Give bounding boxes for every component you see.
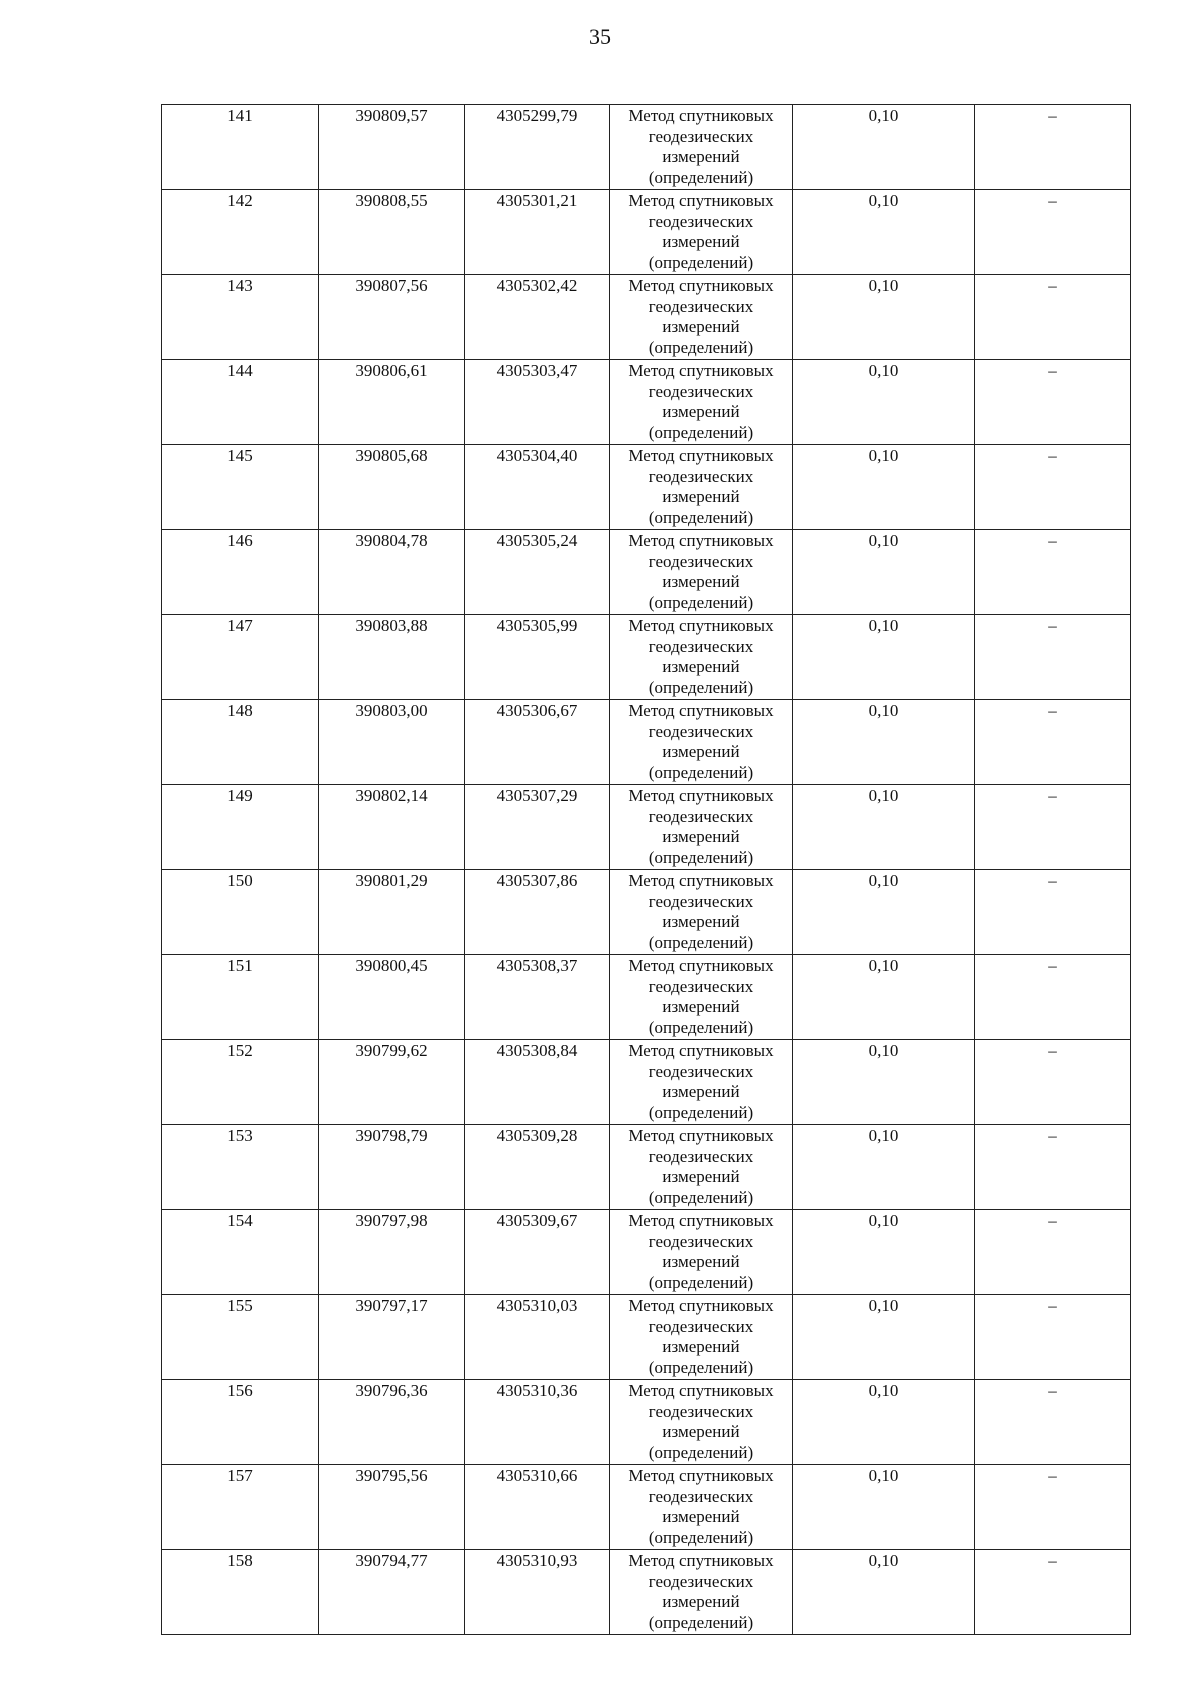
- method-line: геодезических: [648, 1146, 754, 1166]
- accuracy-cell: 0,10: [793, 615, 975, 700]
- point-number-cell: 157: [162, 1465, 319, 1550]
- x-coordinate-cell: 390797,17: [319, 1295, 465, 1380]
- table-row: [162, 190, 1131, 275]
- note-cell: –: [975, 190, 1131, 275]
- table-row: [162, 275, 1131, 360]
- x-coordinate-cell: 390798,79: [319, 1125, 465, 1210]
- method-line: Метод спутниковых: [628, 1466, 774, 1485]
- method-line: геодезических: [648, 126, 754, 146]
- y-coordinate-cell: 4305310,66: [465, 1465, 610, 1550]
- x-coordinate-cell: 390797,98: [319, 1210, 465, 1295]
- method-line: измерений: [662, 912, 740, 931]
- x-coordinate-cell: 390802,14: [319, 785, 465, 870]
- method-line: Метод спутниковых: [628, 276, 774, 295]
- note-cell: –: [975, 1125, 1131, 1210]
- method-line: Метод спутниковых: [628, 446, 774, 465]
- method-line: (определений): [648, 337, 754, 357]
- note-cell: –: [975, 700, 1131, 785]
- x-coordinate-cell: 390804,78: [319, 530, 465, 615]
- method-line: измерений: [662, 1252, 740, 1271]
- table-row: [162, 615, 1131, 700]
- method-line: измерений: [662, 1337, 740, 1356]
- method-line: (определений): [648, 1102, 754, 1122]
- method-cell: [610, 1210, 793, 1295]
- accuracy-cell: 0,10: [793, 530, 975, 615]
- method-line: измерений: [662, 827, 740, 846]
- point-number-cell: 154: [162, 1210, 319, 1295]
- point-number-cell: 151: [162, 955, 319, 1040]
- x-coordinate-cell: 390809,57: [319, 105, 465, 190]
- point-number-cell: 156: [162, 1380, 319, 1465]
- table-row: [162, 1125, 1131, 1210]
- y-coordinate-cell: 4305309,28: [465, 1125, 610, 1210]
- accuracy-cell: 0,10: [793, 1125, 975, 1210]
- accuracy-cell: 0,10: [793, 700, 975, 785]
- method-line: геодезических: [648, 551, 754, 571]
- y-coordinate-cell: 4305301,21: [465, 190, 610, 275]
- table-row: [162, 1380, 1131, 1465]
- method-cell: [610, 275, 793, 360]
- method-line: (определений): [648, 1272, 754, 1292]
- method-line: (определений): [648, 1357, 754, 1377]
- method-line: (определений): [648, 762, 754, 782]
- y-coordinate-cell: 4305304,40: [465, 445, 610, 530]
- x-coordinate-cell: 390795,56: [319, 1465, 465, 1550]
- y-coordinate-cell: 4305303,47: [465, 360, 610, 445]
- point-number-cell: 148: [162, 700, 319, 785]
- method-cell: [610, 870, 793, 955]
- method-line: (определений): [648, 507, 754, 527]
- accuracy-cell: 0,10: [793, 785, 975, 870]
- x-coordinate-cell: 390808,55: [319, 190, 465, 275]
- method-line: (определений): [648, 1442, 754, 1462]
- method-line: Метод спутниковых: [628, 1211, 774, 1230]
- y-coordinate-cell: 4305307,86: [465, 870, 610, 955]
- table-row: [162, 785, 1131, 870]
- method-line: геодезических: [648, 1401, 754, 1421]
- y-coordinate-cell: 4305307,29: [465, 785, 610, 870]
- method-line: Метод спутниковых: [628, 956, 774, 975]
- accuracy-cell: 0,10: [793, 105, 975, 190]
- method-line: геодезических: [648, 721, 754, 741]
- note-cell: –: [975, 1210, 1131, 1295]
- method-line: геодезических: [648, 1486, 754, 1506]
- method-line: измерений: [662, 657, 740, 676]
- method-line: измерений: [662, 1082, 740, 1101]
- table-row: [162, 1210, 1131, 1295]
- page-number: 35: [589, 24, 611, 49]
- method-line: измерений: [662, 232, 740, 251]
- method-cell: [610, 360, 793, 445]
- method-line: Метод спутниковых: [628, 361, 774, 380]
- method-cell: [610, 785, 793, 870]
- method-cell: [610, 955, 793, 1040]
- method-line: измерений: [662, 1592, 740, 1611]
- x-coordinate-cell: 390800,45: [319, 955, 465, 1040]
- x-coordinate-cell: 390803,88: [319, 615, 465, 700]
- x-coordinate-cell: 390801,29: [319, 870, 465, 955]
- accuracy-cell: 0,10: [793, 1550, 975, 1635]
- method-line: (определений): [648, 1187, 754, 1207]
- y-coordinate-cell: 4305308,84: [465, 1040, 610, 1125]
- table-row: [162, 870, 1131, 955]
- method-line: (определений): [648, 592, 754, 612]
- method-line: (определений): [648, 847, 754, 867]
- point-number-cell: 142: [162, 190, 319, 275]
- method-line: Метод спутниковых: [628, 616, 774, 635]
- method-line: геодезических: [648, 891, 754, 911]
- method-cell: [610, 445, 793, 530]
- method-cell: [610, 105, 793, 190]
- method-line: геодезических: [648, 1231, 754, 1251]
- table-row: [162, 530, 1131, 615]
- method-line: Метод спутниковых: [628, 1551, 774, 1570]
- point-number-cell: 158: [162, 1550, 319, 1635]
- point-number-cell: 141: [162, 105, 319, 190]
- method-line: Метод спутниковых: [628, 531, 774, 550]
- method-line: измерений: [662, 1507, 740, 1526]
- point-number-cell: 144: [162, 360, 319, 445]
- table-row: [162, 1550, 1131, 1635]
- note-cell: –: [975, 1040, 1131, 1125]
- method-line: измерений: [662, 1422, 740, 1441]
- method-line: измерений: [662, 487, 740, 506]
- point-number-cell: 143: [162, 275, 319, 360]
- accuracy-cell: 0,10: [793, 275, 975, 360]
- table-row: [162, 360, 1131, 445]
- method-cell: [610, 1295, 793, 1380]
- method-line: геодезических: [648, 976, 754, 996]
- method-line: измерений: [662, 742, 740, 761]
- y-coordinate-cell: 4305308,37: [465, 955, 610, 1040]
- coordinates-table: [161, 104, 1131, 1635]
- x-coordinate-cell: 390796,36: [319, 1380, 465, 1465]
- method-line: измерений: [662, 147, 740, 166]
- method-cell: [610, 190, 793, 275]
- accuracy-cell: 0,10: [793, 955, 975, 1040]
- method-line: Метод спутниковых: [628, 786, 774, 805]
- method-line: (определений): [648, 167, 754, 187]
- accuracy-cell: 0,10: [793, 360, 975, 445]
- x-coordinate-cell: 390806,61: [319, 360, 465, 445]
- method-cell: [610, 1550, 793, 1635]
- point-number-cell: 153: [162, 1125, 319, 1210]
- method-line: Метод спутниковых: [628, 1126, 774, 1145]
- y-coordinate-cell: 4305299,79: [465, 105, 610, 190]
- y-coordinate-cell: 4305310,36: [465, 1380, 610, 1465]
- method-line: геодезических: [648, 466, 754, 486]
- method-cell: [610, 1125, 793, 1210]
- method-cell: [610, 1040, 793, 1125]
- method-cell: [610, 1465, 793, 1550]
- point-number-cell: 150: [162, 870, 319, 955]
- note-cell: –: [975, 530, 1131, 615]
- x-coordinate-cell: 390807,56: [319, 275, 465, 360]
- method-line: геодезических: [648, 381, 754, 401]
- point-number-cell: 145: [162, 445, 319, 530]
- table-row: [162, 1040, 1131, 1125]
- method-line: измерений: [662, 1167, 740, 1186]
- point-number-cell: 155: [162, 1295, 319, 1380]
- method-line: Метод спутниковых: [628, 701, 774, 720]
- x-coordinate-cell: 390805,68: [319, 445, 465, 530]
- note-cell: –: [975, 955, 1131, 1040]
- accuracy-cell: 0,10: [793, 1465, 975, 1550]
- table-row: [162, 1295, 1131, 1380]
- method-line: Метод спутниковых: [628, 871, 774, 890]
- accuracy-cell: 0,10: [793, 1295, 975, 1380]
- table-row: [162, 955, 1131, 1040]
- note-cell: –: [975, 1465, 1131, 1550]
- point-number-cell: 147: [162, 615, 319, 700]
- method-line: геодезических: [648, 1061, 754, 1081]
- y-coordinate-cell: 4305309,67: [465, 1210, 610, 1295]
- method-line: измерений: [662, 572, 740, 591]
- y-coordinate-cell: 4305310,93: [465, 1550, 610, 1635]
- table-row: [162, 700, 1131, 785]
- table-row: [162, 105, 1131, 190]
- note-cell: –: [975, 445, 1131, 530]
- method-line: измерений: [662, 317, 740, 336]
- method-cell: [610, 530, 793, 615]
- method-line: Метод спутниковых: [628, 191, 774, 210]
- method-line: Метод спутниковых: [628, 106, 774, 125]
- method-line: измерений: [662, 402, 740, 421]
- method-cell: [610, 700, 793, 785]
- method-cell: [610, 615, 793, 700]
- accuracy-cell: 0,10: [793, 1210, 975, 1295]
- accuracy-cell: 0,10: [793, 1380, 975, 1465]
- accuracy-cell: 0,10: [793, 445, 975, 530]
- method-line: геодезических: [648, 211, 754, 231]
- method-line: (определений): [648, 932, 754, 952]
- note-cell: –: [975, 275, 1131, 360]
- method-line: (определений): [648, 252, 754, 272]
- method-line: измерений: [662, 997, 740, 1016]
- x-coordinate-cell: 390794,77: [319, 1550, 465, 1635]
- method-line: геодезических: [648, 1571, 754, 1591]
- table-row: [162, 1465, 1131, 1550]
- note-cell: –: [975, 1295, 1131, 1380]
- note-cell: –: [975, 1380, 1131, 1465]
- method-line: геодезических: [648, 296, 754, 316]
- method-line: Метод спутниковых: [628, 1296, 774, 1315]
- x-coordinate-cell: 390799,62: [319, 1040, 465, 1125]
- accuracy-cell: 0,10: [793, 190, 975, 275]
- method-line: геодезических: [648, 806, 754, 826]
- coordinates-table-body: [162, 105, 1131, 1635]
- method-line: Метод спутниковых: [628, 1041, 774, 1060]
- note-cell: –: [975, 1550, 1131, 1635]
- y-coordinate-cell: 4305306,67: [465, 700, 610, 785]
- note-cell: –: [975, 615, 1131, 700]
- note-cell: –: [975, 870, 1131, 955]
- method-line: (определений): [648, 677, 754, 697]
- y-coordinate-cell: 4305302,42: [465, 275, 610, 360]
- point-number-cell: 146: [162, 530, 319, 615]
- point-number-cell: 152: [162, 1040, 319, 1125]
- note-cell: –: [975, 360, 1131, 445]
- method-line: геодезических: [648, 636, 754, 656]
- method-line: (определений): [648, 422, 754, 442]
- point-number-cell: 149: [162, 785, 319, 870]
- method-line: геодезических: [648, 1316, 754, 1336]
- table-row: [162, 445, 1131, 530]
- y-coordinate-cell: 4305305,24: [465, 530, 610, 615]
- note-cell: –: [975, 785, 1131, 870]
- method-cell: [610, 1380, 793, 1465]
- accuracy-cell: 0,10: [793, 1040, 975, 1125]
- method-line: Метод спутниковых: [628, 1381, 774, 1400]
- note-cell: –: [975, 105, 1131, 190]
- y-coordinate-cell: 4305310,03: [465, 1295, 610, 1380]
- x-coordinate-cell: 390803,00: [319, 700, 465, 785]
- y-coordinate-cell: 4305305,99: [465, 615, 610, 700]
- accuracy-cell: 0,10: [793, 870, 975, 955]
- method-line: (определений): [648, 1017, 754, 1037]
- method-line: (определений): [648, 1612, 754, 1632]
- method-line: (определений): [648, 1527, 754, 1547]
